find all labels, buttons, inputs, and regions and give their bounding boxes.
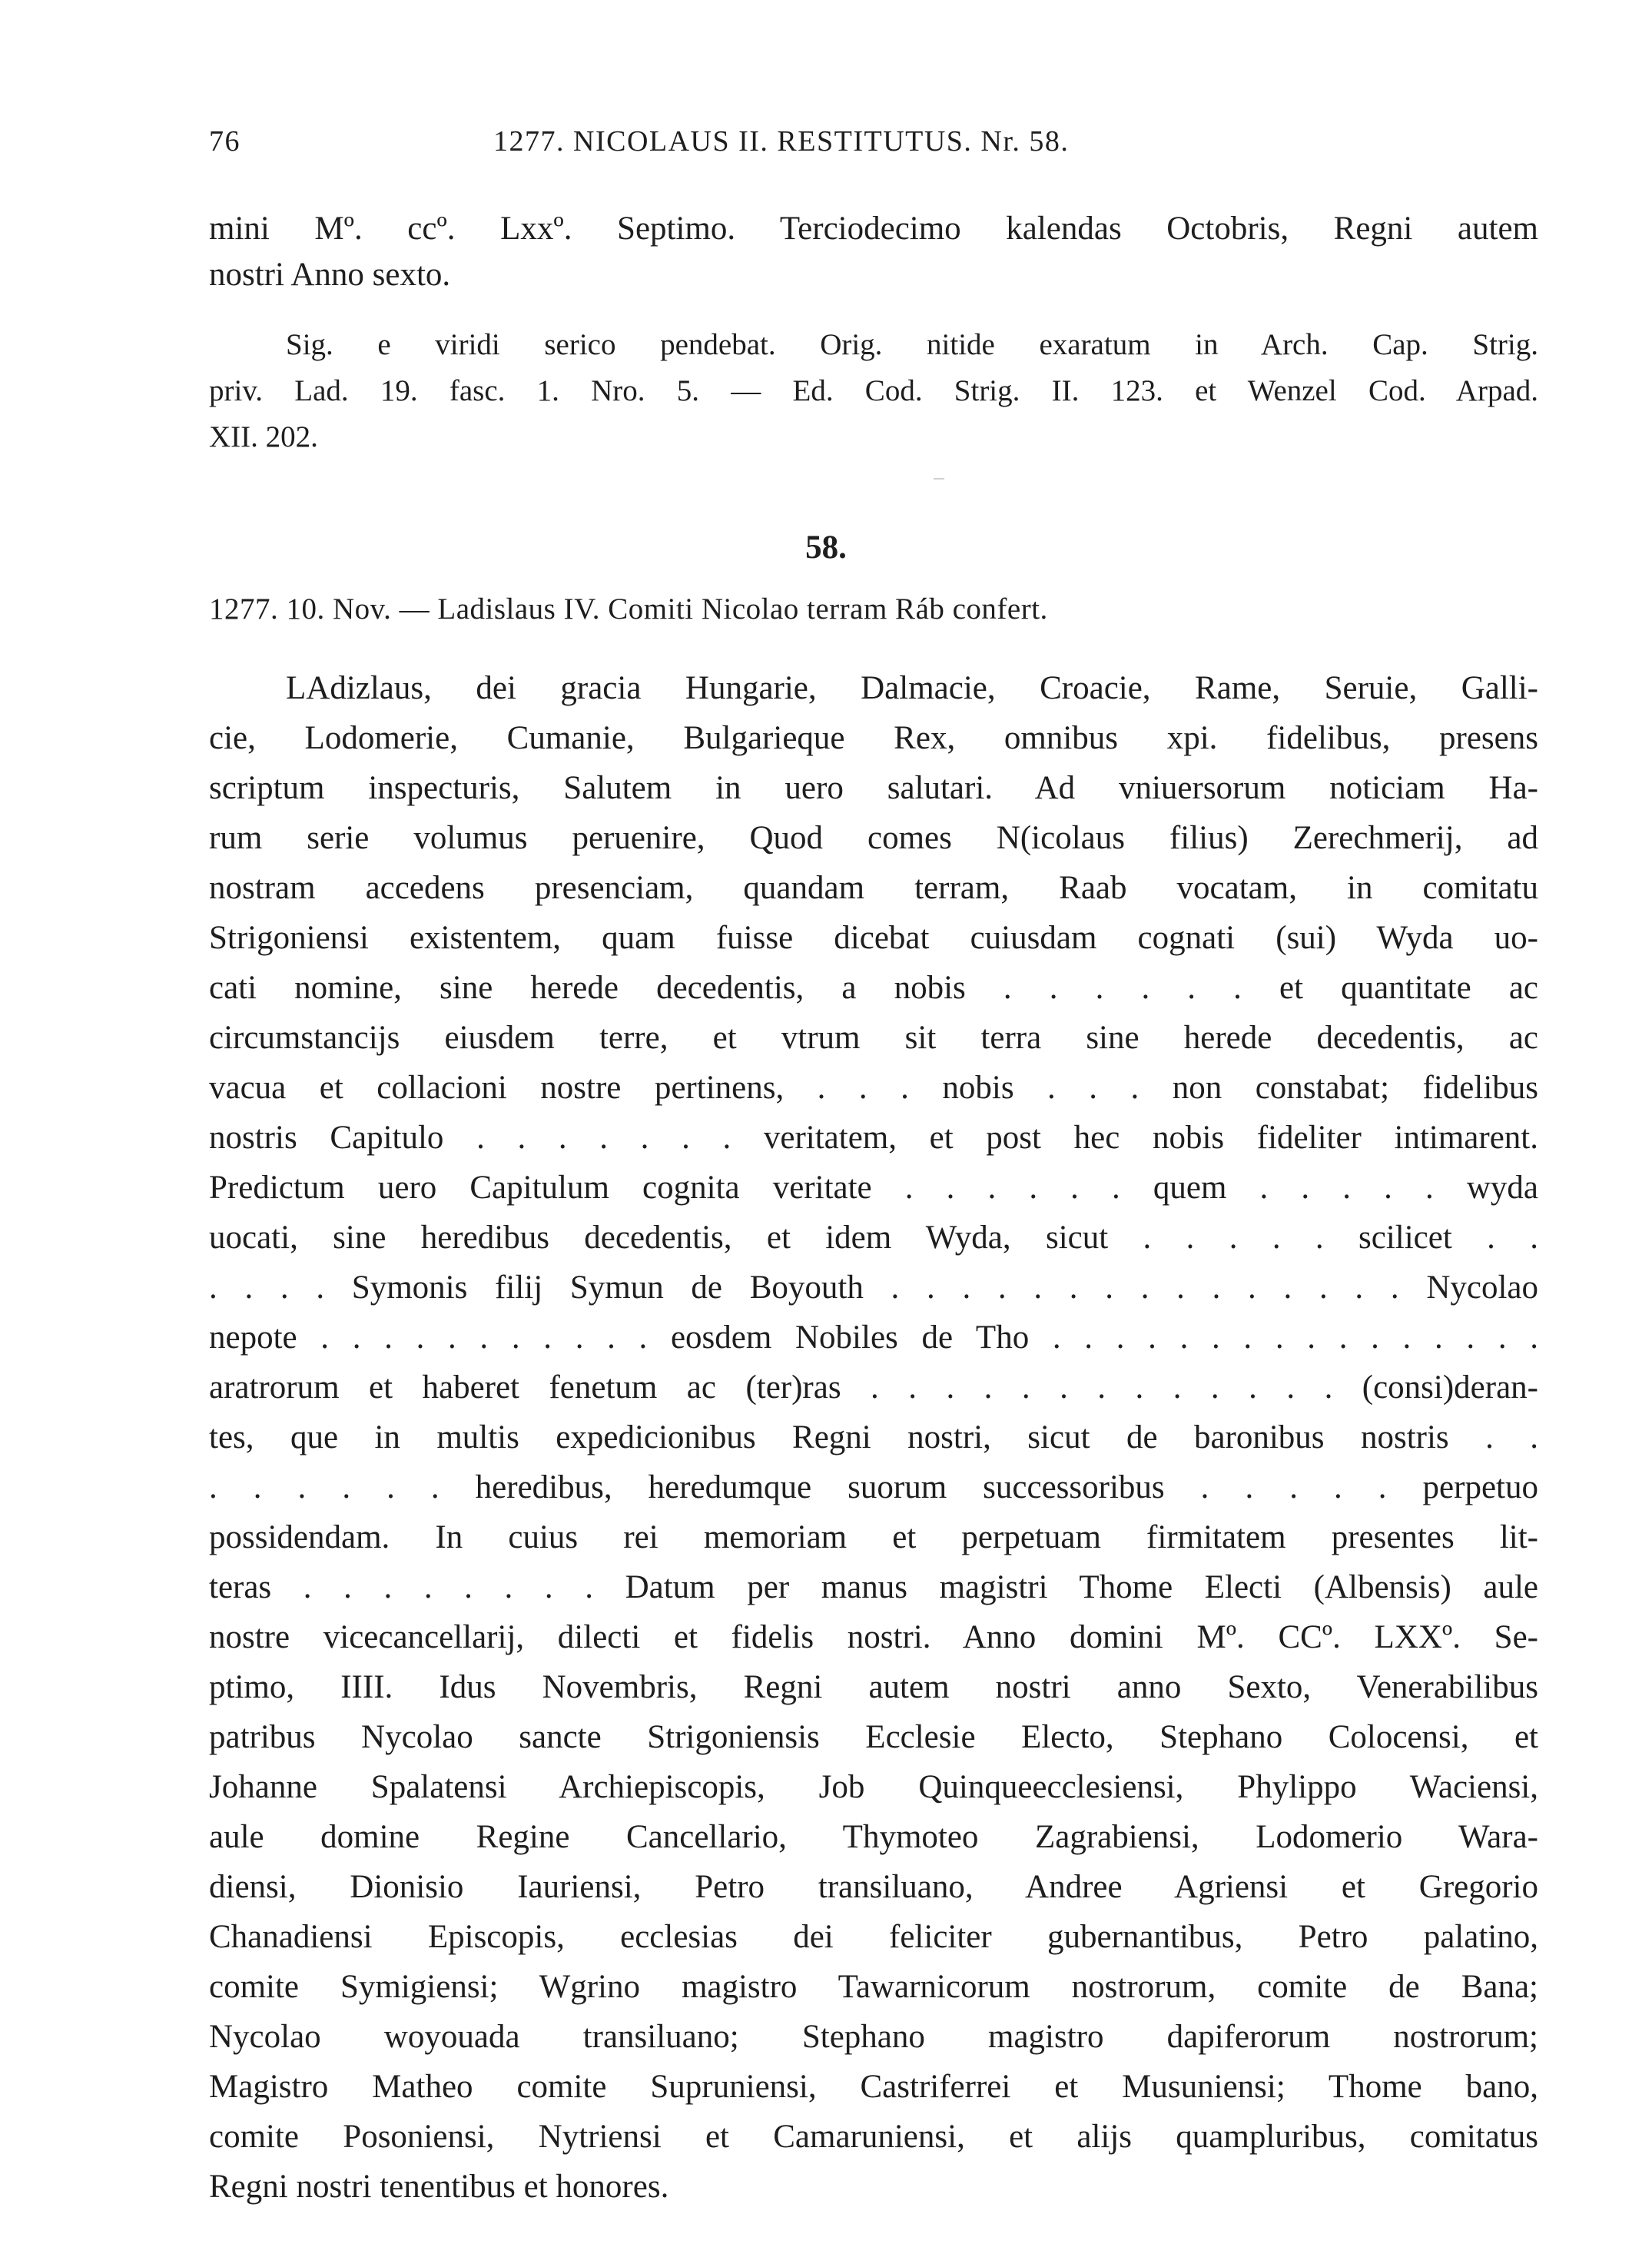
page-number: 76 — [209, 125, 241, 158]
body-text-line: nostris Capitulo . . . . . . . veritatem, et post hec nobis fideliter intimarent. — [209, 1120, 1538, 1156]
body-text-line: aule domine Regine Cancellario, Thymoteo Zagrabiensi, Lodomerio Wara- — [209, 1819, 1538, 1855]
body-text-line: vacua et collacioni nostre pertinens, . . . nobis . . . non constabat; fidelibus — [209, 1070, 1538, 1106]
body-text-line: comite Symigiensi; Wgrino magistro Tawarnicorum nostrorum, comite de Bana; — [209, 1969, 1538, 2005]
archival-note-line: XII. 202. — [209, 420, 318, 453]
closing-line: nostri Anno sexto. — [209, 257, 451, 293]
body-text-line: nepote . . . . . . . . . . . eosdem Nobiles de Tho . . . . . . . . . . . . . . . . — [209, 1319, 1538, 1356]
body-text-line: possidendam. In cuius rei memoriam et perpetuam firmitatem presentes lit- — [209, 1519, 1538, 1555]
body-text-line: comite Posoniensi, Nytriensi et Camaruniensi, et alijs quampluribus, comitatus — [209, 2119, 1538, 2155]
body-text-line: LAdizlaus, dei gracia Hungarie, Dalmacie, Croacie, Rame, Seruie, Galli- — [286, 670, 1538, 706]
body-text-line: uocati, sine heredibus decedentis, et idem Wyda, sicut . . . . . scilicet . . — [209, 1220, 1538, 1256]
body-text-line: ptimo, IIII. Idus Novembris, Regni autem nostri anno Sexto, Venerabilibus — [209, 1669, 1538, 1705]
closing-line: mini Mº. ccº. Lxxº. Septimo. Terciodecimo kalendas Octobris, Regni autem — [209, 211, 1538, 247]
body-text-line: Nycolao woyouada transiluano; Stephano magistro dapiferorum nostrorum; — [209, 2019, 1538, 2055]
body-text-line: nostre vicecancellarij, dilecti et fidelis nostri. Anno domini Mº. CCº. LXXº. Se- — [209, 1619, 1538, 1655]
body-text-line: cati nomine, sine herede decedentis, a nobis . . . . . . et quantitate ac — [209, 970, 1538, 1006]
body-text-line: Magistro Matheo comite Supruniensi, Castriferrei et Musuniensi; Thome bano, — [209, 2069, 1538, 2105]
body-text-line: circumstancijs eiusdem terre, et vtrum sit terra sine herede decedentis, ac — [209, 1020, 1538, 1056]
body-text-line: . . . . . . heredibus, heredumque suorum successoribus . . . . . perpetuo — [209, 1469, 1538, 1505]
body-text-line: tes, que in multis expedicionibus Regni nostri, sicut de baronibus nostris . . — [209, 1419, 1538, 1455]
document-regest: 1277. 10. Nov. — Ladislaus IV. Comiti Nicolao terram Ráb confert. — [209, 592, 1048, 626]
document-number: 58. — [805, 529, 847, 566]
body-text-line: . . . . Symonis filij Symun de Boyouth . . . . . . . . . . . . . . . Nycolao — [209, 1270, 1538, 1306]
body-text-line: cie, Lodomerie, Cumanie, Bulgarieque Rex, omnibus xpi. fidelibus, presens — [209, 720, 1538, 756]
body-text-line: teras . . . . . . . . Datum per manus magistri Thome Electi (Albensis) aule — [209, 1569, 1538, 1605]
archival-note-line: priv. Lad. 19. fasc. 1. Nro. 5. — Ed. Cod. Strig. II. 123. et Wenzel Cod. Arpad. — [209, 374, 1538, 407]
body-text-line: scriptum inspecturis, Salutem in uero salutari. Ad vniuersorum noticiam Ha- — [209, 770, 1538, 806]
body-text-line: nostram accedens presenciam, quandam terram, Raab vocatam, in comitatu — [209, 870, 1538, 906]
body-text-line: aratrorum et haberet fenetum ac (ter)ras . . . . . . . . . . . . . (consi)deran- — [209, 1369, 1538, 1406]
body-text-line: Chanadiensi Episcopis, ecclesias dei feliciter gubernantibus, Petro palatino, — [209, 1919, 1538, 1955]
running-title: 1277. NICOLAUS II. RESTITUTUS. Nr. 58. — [493, 125, 1070, 158]
body-text-line: Strigoniensi existentem, quam fuisse dicebat cuiusdam cognati (sui) Wyda uo- — [209, 920, 1538, 956]
print-speck — [934, 478, 944, 480]
body-text-line: Regni nostri tenentibus et honores. — [209, 2169, 669, 2205]
page-header — [209, 124, 1538, 171]
body-text-line: diensi, Dionisio Iauriensi, Petro transiluano, Andree Agriensi et Gregorio — [209, 1869, 1538, 1905]
body-text-line: Predictum uero Capitulum cognita veritate . . . . . . quem . . . . . wyda — [209, 1170, 1538, 1206]
body-text-line: Johanne Spalatensi Archiepiscopis, Job Quinqueecclesiensi, Phylippo Waciensi, — [209, 1769, 1538, 1805]
body-text-line: rum serie volumus peruenire, Quod comes N(icolaus filius) Zerechmerij, ad — [209, 820, 1538, 856]
archival-note-line: Sig. e viridi serico pendebat. Orig. nitide exaratum in Arch. Cap. Strig. — [286, 328, 1538, 361]
body-text-line: patribus Nycolao sancte Strigoniensis Ecclesie Electo, Stephano Colocensi, et — [209, 1719, 1538, 1755]
